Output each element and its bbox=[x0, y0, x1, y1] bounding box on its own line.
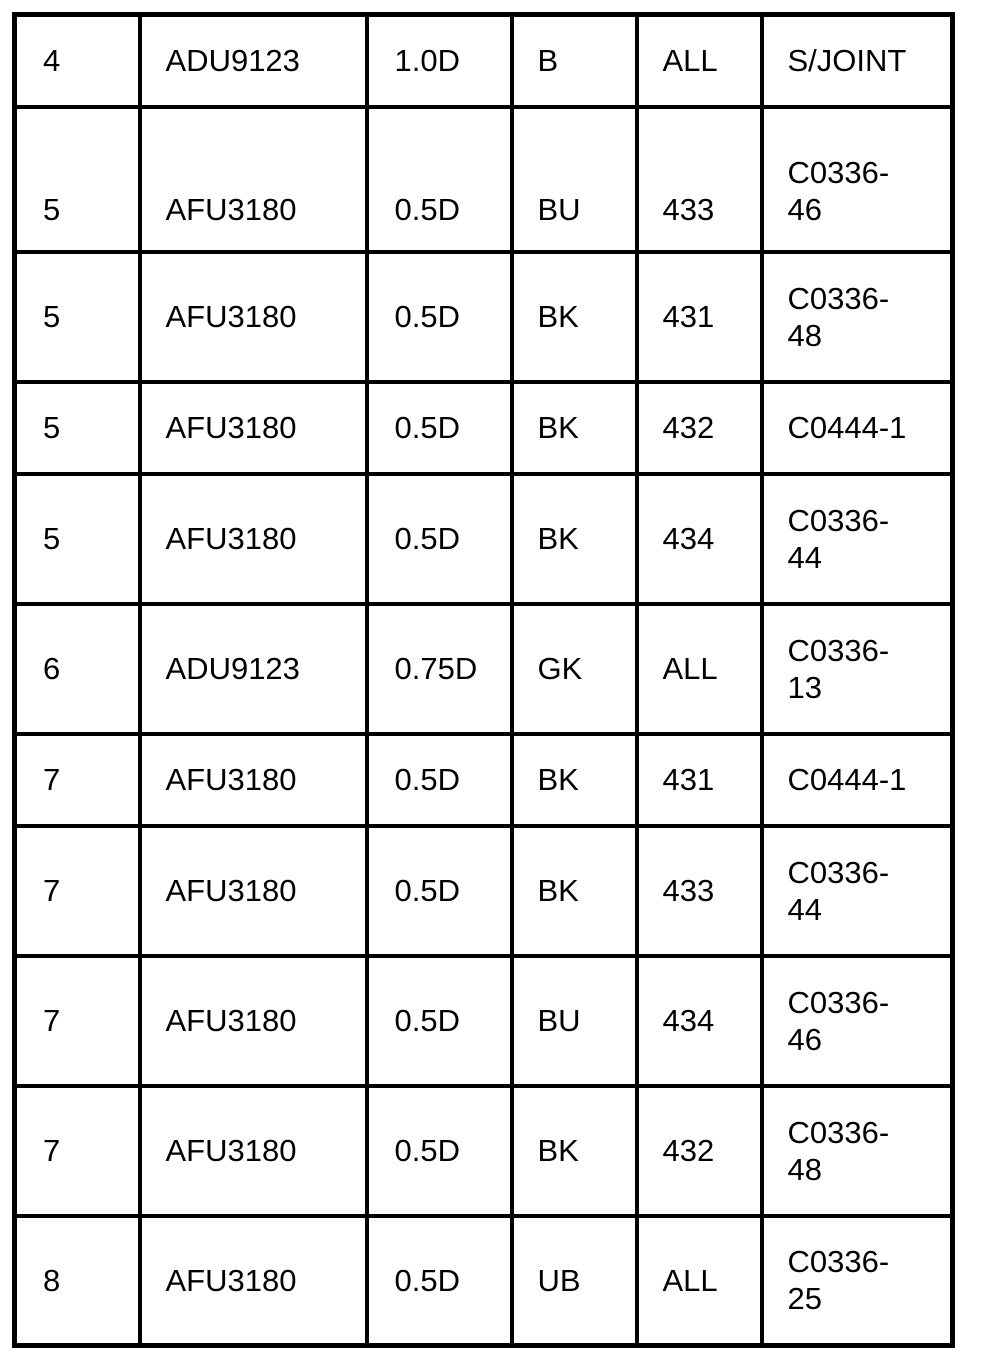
cell-text: BK bbox=[537, 410, 579, 445]
cell-text: BK bbox=[537, 521, 579, 556]
table-cell bbox=[367, 1086, 512, 1216]
table-cell bbox=[512, 1086, 637, 1216]
cell-text: 433 bbox=[662, 191, 715, 227]
cell-text: 8 bbox=[43, 1262, 61, 1298]
cell-text: 1.0D bbox=[394, 43, 460, 79]
cell-text: 431 bbox=[662, 299, 715, 334]
cell-text: BK bbox=[537, 1133, 579, 1168]
table-cell bbox=[637, 604, 762, 734]
table-cell bbox=[762, 826, 953, 956]
cell-text: AFU3180 bbox=[165, 1003, 297, 1038]
table-row bbox=[15, 1086, 953, 1216]
table-cell bbox=[637, 107, 762, 252]
cell-text: AFU3180 bbox=[165, 521, 297, 556]
table-cell bbox=[367, 956, 512, 1086]
table-cell bbox=[15, 826, 140, 956]
table-row bbox=[15, 826, 953, 956]
cell-text: BU bbox=[537, 191, 581, 227]
table-cell bbox=[367, 1216, 512, 1346]
cell-text: 5 bbox=[43, 410, 61, 445]
cell-text: 0.5D bbox=[394, 1133, 460, 1168]
cell-text: AFU3180 bbox=[165, 1262, 297, 1298]
cell-text: 0.5D bbox=[394, 521, 460, 556]
table-cell bbox=[512, 1216, 637, 1346]
cell-text: C0336- 46 bbox=[787, 984, 890, 1057]
table-cell bbox=[637, 956, 762, 1086]
table-cell bbox=[367, 604, 512, 734]
cell-text: B bbox=[537, 43, 559, 79]
cell-text: AFU3180 bbox=[165, 410, 297, 445]
table-cell bbox=[512, 604, 637, 734]
cell-text: ALL bbox=[662, 43, 718, 79]
table-row bbox=[15, 107, 953, 252]
cell-text: 5 bbox=[43, 191, 61, 227]
cell-text: 0.5D bbox=[394, 762, 460, 797]
cell-text: ALL bbox=[662, 1262, 718, 1298]
cell-text: 0.5D bbox=[394, 191, 460, 227]
table-row bbox=[15, 604, 953, 734]
cell-text: 0.75D bbox=[394, 651, 478, 686]
table-cell bbox=[637, 382, 762, 474]
table-cell bbox=[637, 826, 762, 956]
cell-text: 431 bbox=[662, 762, 715, 797]
cell-text: 0.5D bbox=[394, 1262, 460, 1298]
cell-text: 7 bbox=[43, 762, 61, 797]
table-cell bbox=[140, 382, 367, 474]
table-row bbox=[15, 382, 953, 474]
cell-text: UB bbox=[537, 1262, 581, 1298]
cell-text: BK bbox=[537, 762, 579, 797]
cell-text: 434 bbox=[662, 1003, 715, 1038]
table-cell bbox=[140, 474, 367, 604]
table-cell bbox=[637, 1086, 762, 1216]
cell-text: AFU3180 bbox=[165, 299, 297, 334]
table-row bbox=[15, 474, 953, 604]
cell-text: C0336- 25 bbox=[787, 1244, 890, 1317]
cell-text: S/JOINT bbox=[787, 43, 907, 79]
table-cell bbox=[512, 826, 637, 956]
table-row bbox=[15, 1216, 953, 1346]
cell-text: GK bbox=[537, 651, 583, 686]
table-row bbox=[15, 956, 953, 1086]
cell-text: C0336- 46 bbox=[787, 154, 890, 227]
table-cell bbox=[15, 1086, 140, 1216]
table-cell bbox=[762, 382, 953, 474]
table-cell bbox=[15, 107, 140, 252]
table-cell bbox=[762, 604, 953, 734]
table-cell bbox=[762, 956, 953, 1086]
table-cell bbox=[140, 734, 367, 826]
table-cell bbox=[637, 734, 762, 826]
table-cell bbox=[512, 382, 637, 474]
cell-text: C0336- 44 bbox=[787, 502, 890, 575]
table-cell bbox=[762, 107, 953, 252]
table-cell bbox=[367, 474, 512, 604]
cell-text: AFU3180 bbox=[165, 191, 297, 227]
table-cell bbox=[367, 382, 512, 474]
cell-text: C0444-1 bbox=[787, 410, 907, 445]
cell-text: 432 bbox=[662, 1133, 715, 1168]
cell-text: ADU9123 bbox=[165, 43, 300, 79]
cell-text: 4 bbox=[43, 43, 61, 79]
cell-text: 5 bbox=[43, 521, 61, 556]
table-cell bbox=[762, 734, 953, 826]
table-cell bbox=[762, 1086, 953, 1216]
table-cell bbox=[512, 107, 637, 252]
cell-text: AFU3180 bbox=[165, 762, 297, 797]
cell-text: C0336- 48 bbox=[787, 280, 890, 353]
table-cell bbox=[140, 604, 367, 734]
table-cell bbox=[367, 15, 512, 107]
table-cell bbox=[637, 15, 762, 107]
cell-text: 0.5D bbox=[394, 410, 460, 445]
cell-text: 7 bbox=[43, 873, 61, 908]
table-row bbox=[15, 734, 953, 826]
table-cell bbox=[637, 252, 762, 382]
cell-text: ALL bbox=[662, 651, 718, 686]
table-cell bbox=[15, 956, 140, 1086]
table-cell bbox=[15, 474, 140, 604]
table-cell bbox=[140, 15, 367, 107]
cell-text: ADU9123 bbox=[165, 651, 300, 686]
table-cell bbox=[140, 1216, 367, 1346]
table-cell bbox=[367, 734, 512, 826]
table-cell bbox=[512, 15, 637, 107]
cell-text: 434 bbox=[662, 521, 715, 556]
cell-text: BK bbox=[537, 299, 579, 334]
cell-text: 0.5D bbox=[394, 299, 460, 334]
table-cell bbox=[367, 826, 512, 956]
cell-text: C0336- 48 bbox=[787, 1114, 890, 1187]
cell-text: C0336- 13 bbox=[787, 632, 890, 705]
table-cell bbox=[15, 604, 140, 734]
cell-text: 432 bbox=[662, 410, 715, 445]
cell-text: 6 bbox=[43, 651, 61, 686]
cell-text: 0.5D bbox=[394, 873, 460, 908]
table-row bbox=[15, 252, 953, 382]
cell-text: 7 bbox=[43, 1133, 61, 1168]
table-cell bbox=[140, 107, 367, 252]
table-cell bbox=[140, 1086, 367, 1216]
table-cell bbox=[140, 252, 367, 382]
table-cell bbox=[512, 252, 637, 382]
table-cell bbox=[15, 382, 140, 474]
table-cell bbox=[762, 1216, 953, 1346]
cell-text: BU bbox=[537, 1003, 581, 1038]
table-cell bbox=[367, 107, 512, 252]
table-cell bbox=[367, 252, 512, 382]
wiring-table bbox=[12, 12, 955, 1348]
cell-text: AFU3180 bbox=[165, 1133, 297, 1168]
table-cell bbox=[637, 1216, 762, 1346]
cell-text: 0.5D bbox=[394, 1003, 460, 1038]
cell-text: 7 bbox=[43, 1003, 61, 1038]
table-cell bbox=[762, 474, 953, 604]
table-cell bbox=[15, 15, 140, 107]
table-cell bbox=[140, 956, 367, 1086]
table-cell bbox=[762, 252, 953, 382]
cell-text: AFU3180 bbox=[165, 873, 297, 908]
table-cell bbox=[15, 1216, 140, 1346]
cell-text: 433 bbox=[662, 873, 715, 908]
cell-text: C0336- 44 bbox=[787, 854, 890, 927]
table-cell bbox=[637, 474, 762, 604]
table-cell bbox=[762, 15, 953, 107]
table-cell bbox=[512, 474, 637, 604]
cell-text: 5 bbox=[43, 299, 61, 334]
cell-text: BK bbox=[537, 873, 579, 908]
cell-text: C0444-1 bbox=[787, 762, 907, 797]
table-cell bbox=[512, 956, 637, 1086]
table-row bbox=[15, 15, 953, 107]
table-cell bbox=[15, 734, 140, 826]
table-cell bbox=[15, 252, 140, 382]
table-cell bbox=[140, 826, 367, 956]
table-cell bbox=[512, 734, 637, 826]
